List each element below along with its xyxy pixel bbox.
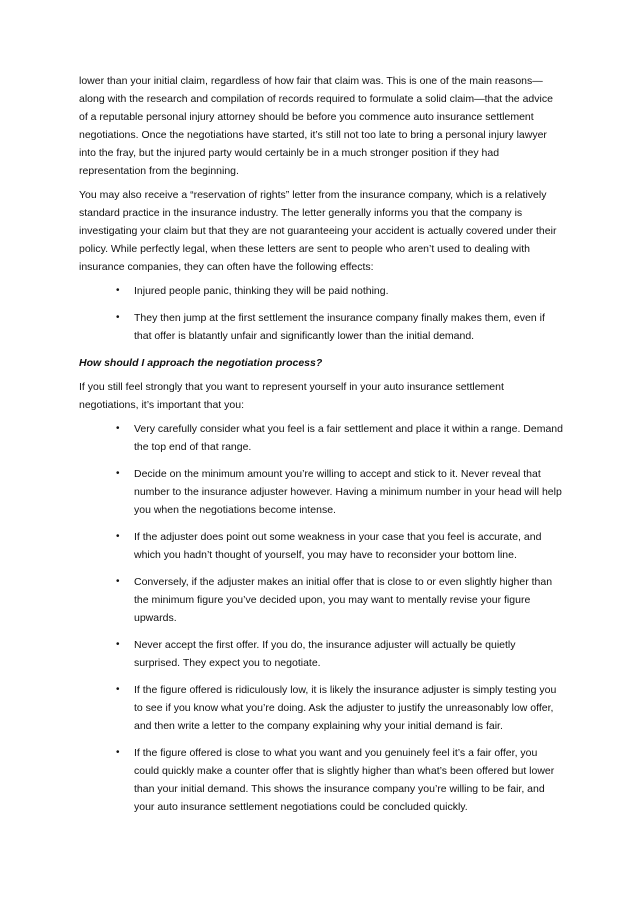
list-item-text: If the figure offered is ridiculously low, it is likely the insurance adjuster is simply testing you to see if you know what you’re doing. Ask the adjuster to justify the unreasonably low offer, and then write a letter to the company explaining why your initial demand is fair.	[134, 684, 557, 732]
list-item-text: If the figure offered is close to what you want and you genuinely feel it’s a fair offer, you could quickly make a counter offer that is slightly higher than what’s been offered but lower than your initial demand. This shows the insurance company you’re willing to be fair, and your auto insurance settlement negotiations could be concluded quickly.	[134, 747, 555, 813]
body-paragraph: lower than your initial claim, regardless of how fair that claim was. This is one of the main reasons—along with the research and compilation of records required to formulate a solid claim—that the advice of a reputable personal injury attorney should be before you commence auto insurance settlement negotiations. Once the negotiations have started, it’s still not too late to bring a personal injury lawyer into the fray, but the injured party would certainly be in a much stronger position if they had representation from the beginning.	[79, 75, 553, 177]
list-item-text: If the adjuster does point out some weakness in your case that you feel is accurate, and which you hadn’t thought of yourself, you may have to reconsider your bottom line.	[134, 531, 542, 561]
list-item	[79, 636, 563, 672]
body-paragraph: If you still feel strongly that you want to represent yourself in your auto insurance settlement negotiations, it’s important that you:	[79, 381, 504, 411]
list-item	[79, 420, 563, 456]
list-item	[79, 744, 563, 816]
bullet-icon: •	[116, 531, 120, 542]
list-item	[79, 309, 563, 345]
list-item-text: Decide on the minimum amount you’re willing to accept and stick to it. Never reveal that number to the insurance adjuster however. Having a minimum number in your head will help you when the negotiations become intense.	[134, 468, 562, 516]
effects-list	[79, 282, 563, 345]
bullet-icon: •	[116, 312, 120, 323]
section-heading: How should I approach the negotiation process?	[79, 357, 323, 369]
bullet-icon: •	[116, 747, 120, 758]
document-page	[79, 72, 563, 825]
list-item-text: Very carefully consider what you feel is a fair settlement and place it within a range. Demand the top end of that range.	[134, 423, 563, 453]
bullet-icon: •	[116, 576, 120, 587]
bullet-icon: •	[116, 639, 120, 650]
bullet-icon: •	[116, 423, 120, 434]
list-item-text: Never accept the first offer. If you do, the insurance adjuster will actually be quietly surprised. They expect you to negotiate.	[134, 639, 516, 669]
list-item-text: Injured people panic, thinking they will be paid nothing.	[134, 285, 389, 297]
advice-list	[79, 420, 563, 816]
bullet-icon: •	[116, 684, 120, 695]
body-paragraph: You may also receive a “reservation of rights” letter from the insurance company, which is a relatively standard practice in the insurance industry. The letter generally informs you that the company is investigating your claim but that they are not guaranteeing your accident is actually covered under their policy. While perfectly legal, when these letters are sent to people who aren’t used to dealing with insurance companies, they can often have the following effects:	[79, 189, 557, 273]
list-item	[79, 465, 563, 519]
list-item-text: They then jump at the first settlement the insurance company finally makes them, even if that offer is blatantly unfair and significantly lower than the initial demand.	[134, 312, 545, 342]
list-item	[79, 282, 563, 300]
bullet-icon: •	[116, 468, 120, 479]
list-item-text: Conversely, if the adjuster makes an initial offer that is close to or even slightly higher than the minimum figure you’ve decided upon, you may want to mentally revise your figure upwards.	[134, 576, 553, 624]
list-item	[79, 681, 563, 735]
list-item	[79, 573, 563, 627]
bullet-icon: •	[116, 285, 120, 296]
list-item	[79, 528, 563, 564]
